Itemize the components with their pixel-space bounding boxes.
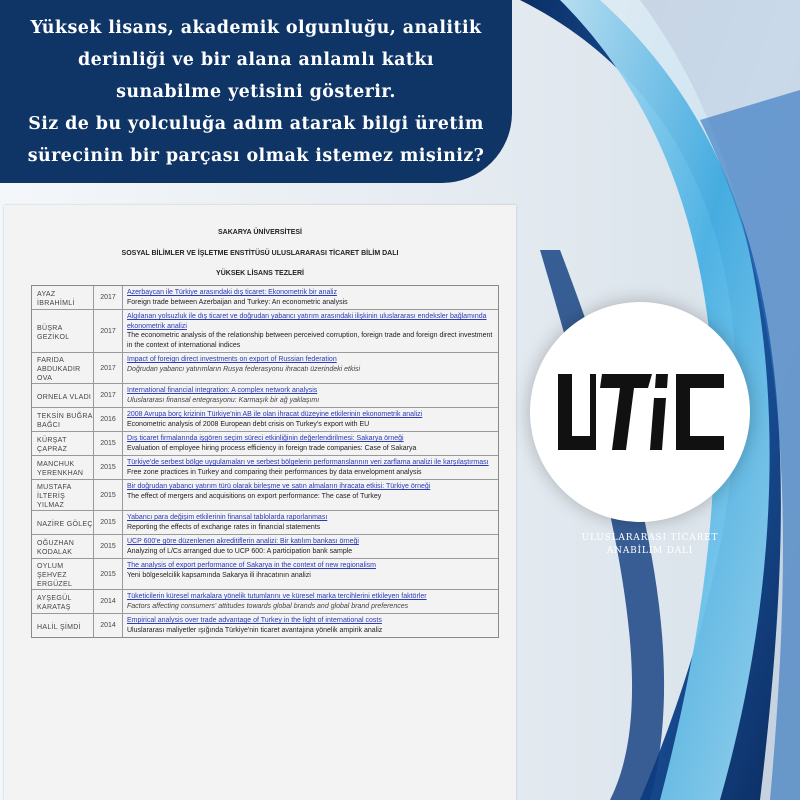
thesis-translated-title: Doğrudan yabancı yatırımların Rusya federasyonu ihracatı üzerindeki etkisi bbox=[127, 365, 361, 373]
thesis-translated-title: Factors affecting consumers' attitudes towards global brands and global brand preferences bbox=[127, 602, 409, 610]
thesis-year: 2016 bbox=[94, 408, 123, 431]
author-name: HALİL ŞİMDİ bbox=[32, 614, 94, 637]
thesis-title-link[interactable]: 2008 Avrupa borç krizinin Türkiye'nin AB ile olan ihracat düzeyine etkilerinin ekonometrik analizi bbox=[127, 411, 423, 418]
author-name: OĞUZHAN KODALAK bbox=[32, 535, 94, 558]
headline-line: sunabilme yetisini gösterir. bbox=[116, 82, 396, 102]
table-row bbox=[32, 456, 498, 480]
thesis-translated-title: The effect of mergers and acquisitions on export performance: The case of Turkey bbox=[127, 492, 382, 500]
thesis-title-cell bbox=[123, 614, 498, 637]
thesis-document bbox=[4, 205, 516, 800]
thesis-translated-title: Analyzing of L/Cs arranged due to UCP 600: A participation bank sample bbox=[127, 547, 353, 555]
table-row bbox=[32, 310, 498, 353]
author-name: AYAZ İBRAHİMLİ bbox=[32, 286, 94, 309]
headline-line: derinliği ve bir alana anlamlı katkı bbox=[78, 50, 434, 70]
thesis-title-link[interactable]: Azerbaycan ile Türkiye arasındaki dış ticaret: Ekonometrik bir analiz bbox=[127, 289, 337, 296]
thesis-title-link[interactable]: International financial integration: A complex network analysis bbox=[127, 387, 318, 394]
thesis-title-cell bbox=[123, 432, 498, 455]
author-name: TEKSİN BUĞRA BAĞCI bbox=[32, 408, 94, 431]
headline-line: Siz de bu yolculuğa adım atarak bilgi üretim bbox=[28, 114, 484, 134]
thesis-title-cell bbox=[123, 535, 498, 558]
thesis-title-cell bbox=[123, 511, 498, 534]
thesis-translated-title: Free zone practices in Turkey and comparing their performances by data envelopment analysis bbox=[127, 468, 422, 476]
table-row bbox=[32, 286, 498, 310]
author-name: NAZİRE GÖLEÇ bbox=[32, 511, 94, 534]
thesis-title-cell bbox=[123, 559, 498, 589]
thesis-translated-title: Econometric analysis of 2008 European debt crisis on Turkey's export with EU bbox=[127, 420, 370, 428]
thesis-title-link[interactable]: Yabancı para değişim etkilerinin finansal tablolarda raporlanması bbox=[127, 514, 328, 521]
thesis-title-link[interactable]: Empirical analysis over trade advantage of Turkey in the light of international costs bbox=[127, 617, 382, 624]
thesis-title-link[interactable]: Impact of foreign direct investments on export of Russian federation bbox=[127, 356, 337, 363]
thesis-title-cell bbox=[123, 480, 498, 510]
thesis-translated-title: Uluslararası maliyetler ışığında Türkiye'nin ticaret avantajına yönelik ampirik analiz bbox=[127, 626, 383, 634]
author-name: AYŞEGÜL KARATAŞ bbox=[32, 590, 94, 613]
table-row bbox=[32, 559, 498, 590]
thesis-title-link[interactable]: The analysis of export performance of Sakarya in the context of new regionalism bbox=[127, 562, 377, 569]
thesis-year: 2015 bbox=[94, 456, 123, 479]
table-row bbox=[32, 590, 498, 614]
utic-logo-icon bbox=[530, 302, 750, 522]
table-row bbox=[32, 408, 498, 432]
table-row bbox=[32, 432, 498, 456]
thesis-year: 2017 bbox=[94, 310, 123, 352]
author-name: MUSTAFA İLTERİŞ YILMAZ bbox=[32, 480, 94, 510]
author-name: FARIDA ABDUKADIR OVA bbox=[32, 353, 94, 383]
author-name: MANCHUK YERENKHAN bbox=[32, 456, 94, 479]
author-name: OYLUM ŞEHVEZ ERGÜZEL bbox=[32, 559, 94, 589]
table-row bbox=[32, 614, 498, 637]
thesis-year: 2017 bbox=[94, 353, 123, 383]
department-line: ULUSLARARASI TİCARET bbox=[581, 533, 719, 543]
thesis-year: 2015 bbox=[94, 535, 123, 558]
department-line: ANABİLİM DALI bbox=[606, 546, 694, 556]
thesis-title-cell bbox=[123, 384, 498, 407]
thesis-translated-title: Evaluation of employee hiring process efficiency in foreign trade companies: Case of Sakarya bbox=[127, 444, 417, 452]
table-row bbox=[32, 511, 498, 535]
table-row bbox=[32, 535, 498, 559]
thesis-title-link[interactable]: Türkiye'de serbest bölge uygulamaları ve serbest bölgelerin performanslarının veri zarflama analizi ile karşılaştırması bbox=[127, 459, 489, 466]
thesis-table bbox=[31, 285, 499, 638]
thesis-title-link[interactable]: UCP 600'e göre düzenlenen akreditiflerin analizi: Bir katılım bankası örneği bbox=[127, 538, 359, 545]
thesis-translated-title: Reporting the effects of exchange rates in financial statements bbox=[127, 523, 321, 531]
thesis-title-link[interactable]: Tüketicilerin küresel markalara yönelik tutumlarını ve küresel marka tercihlerini etkileyen faktörler bbox=[127, 593, 427, 600]
thesis-year: 2015 bbox=[94, 432, 123, 455]
thesis-year: 2017 bbox=[94, 286, 123, 309]
thesis-title-cell bbox=[123, 353, 498, 383]
thesis-title-link[interactable]: Dış ticaret firmalarında işgören seçim süreci etkinliğinin değerlendirilmesi: Sakarya örneği bbox=[127, 435, 404, 442]
thesis-translated-title: Yeni bölgeselcilik kapsamında Sakarya ili ihracatının analizi bbox=[127, 571, 311, 579]
headline-line: sürecinin bir parçası olmak istemez misiniz? bbox=[27, 146, 485, 166]
thesis-title-link[interactable]: Algılanan yolsuzluk ile dış ticaret ve doğrudan yabancı yatırım arasındaki ilişkinin uluslararası endeksler bağlamında ekonometrik analizi bbox=[127, 313, 487, 330]
thesis-title-cell bbox=[123, 310, 498, 352]
university-heading: SAKARYA ÜNİVERSİTESİ bbox=[217, 229, 303, 236]
department-name bbox=[560, 532, 740, 558]
headline-text bbox=[0, 12, 512, 172]
thesis-translated-title: Uluslararası finansal entegrasyonu: Karmaşık bir ağ yaklaşımı bbox=[127, 396, 320, 404]
thesis-translated-title: Foreign trade between Azerbaijan and Turkey: An econometric analysis bbox=[127, 298, 348, 306]
list-title: YÜKSEK LİSANS TEZLERİ bbox=[216, 270, 304, 277]
thesis-translated-title: The econometric analysis of the relationship between perceived corruption, foreign trade and foreign direct investment in the context of international indices bbox=[127, 332, 493, 349]
thesis-title-cell bbox=[123, 590, 498, 613]
table-row bbox=[32, 353, 498, 384]
author-name: BÜŞRA GEZİKOL bbox=[32, 310, 94, 352]
thesis-title-link[interactable]: Bir doğrudan yabancı yatırım türü olarak birleşme ve satın almaların ihracata etkisi: Türkiye örneği bbox=[127, 483, 431, 490]
thesis-year: 2017 bbox=[94, 384, 123, 407]
thesis-title-cell bbox=[123, 286, 498, 309]
author-name: ORNELA VLADI bbox=[32, 384, 94, 407]
author-name: KÜRŞAT ÇAPRAZ bbox=[32, 432, 94, 455]
thesis-title-cell bbox=[123, 408, 498, 431]
utic-logo-emblem bbox=[530, 302, 750, 522]
table-row bbox=[32, 480, 498, 511]
thesis-year: 2014 bbox=[94, 590, 123, 613]
institute-heading: SOSYAL BİLİMLER VE İŞLETME ENSTİTÜSÜ ULUSLARARASI TİCARET BİLİM DALI bbox=[121, 250, 399, 257]
thesis-year: 2015 bbox=[94, 511, 123, 534]
thesis-year: 2014 bbox=[94, 614, 123, 637]
thesis-year: 2015 bbox=[94, 480, 123, 510]
headline-line: Yüksek lisans, akademik olgunluğu, analitik bbox=[30, 18, 482, 38]
thesis-title-cell bbox=[123, 456, 498, 479]
thesis-year: 2015 bbox=[94, 559, 123, 589]
table-row bbox=[32, 384, 498, 408]
